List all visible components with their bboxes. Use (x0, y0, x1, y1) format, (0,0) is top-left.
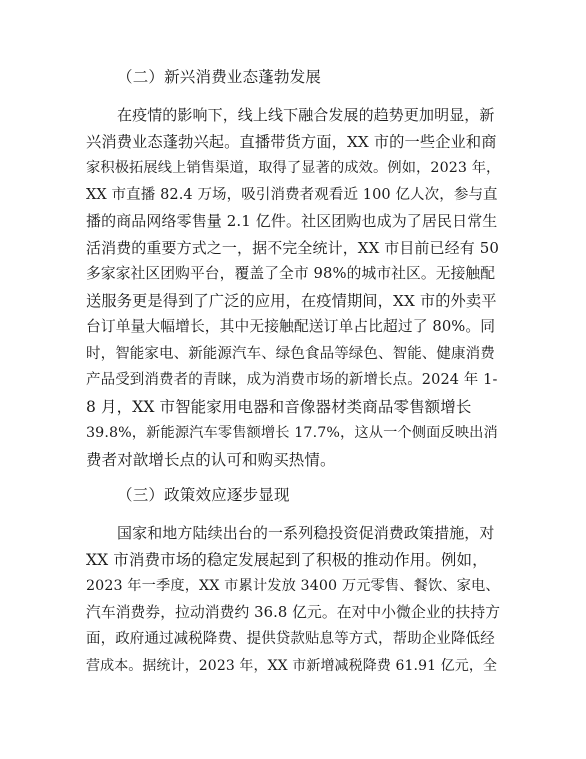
text-line: 家积极拓展线上销售渠道，取得了显著的成效。例如，2023 年， (86, 160, 501, 176)
text-line: 时，智能家电、新能源汽车、绿色食品等绿色、智能、健康消费 (86, 345, 495, 362)
text-line: 在疫情的影响下，线上线下融合发展的趋势更加明显，新 (117, 106, 495, 124)
section-heading-policy-effects: （三）政策效应逐步显现 (117, 486, 290, 504)
text-line: 活消费的重要方式之一，据不完全统计，XX 市目前已经有 50 (86, 238, 499, 257)
text-line: 39.8%，新能源汽车零售额增长 17.7%，这从一个侧面反映出消 (86, 425, 498, 441)
text-line: 兴消费业态蓬勃兴起。直播带货方面，XX 市的一些企业和商 (86, 132, 497, 151)
text-line: 费者对歆增长点的认可和购买热情。 (86, 450, 336, 469)
text-line: 2023 年一季度，XX 市累计发放 3400 万元零售、餐饮、家电、 (86, 578, 500, 594)
text-line: 播的商品网络零售量 2.1 亿件。社区团购也成为了居民日常生 (86, 212, 498, 230)
paragraph-new-consumption (86, 102, 500, 473)
text-line: 汽车消费券，拉动消费约 36.8 亿元。在对中小微企业的扶持方 (86, 603, 501, 621)
text-line: 面，政府通过减税降费、提供贷款贴息等方式，帮助企业降低经 (86, 631, 495, 647)
paragraph-policy-effects (86, 520, 500, 679)
text-line: 8 月，XX 市智能家用电器和音像器材类商品零售额增长 (86, 397, 472, 416)
text-line: 台订单量大幅增长，其中无接触配送订单占比超过了 80%。同 (86, 318, 496, 335)
section-heading-new-consumption: （二）新兴消费业态蓬勃发展 (117, 68, 322, 86)
document-page (86, 66, 500, 690)
text-line: 多家家社区团购平台，覆盖了全市 98%的城市社区。无接触配 (86, 265, 496, 282)
text-line: 产品受到消费者的青睐，成为消费市场的新增长点。2024 年 1- (86, 372, 498, 388)
text-line: 送服务更是得到了广泛的应用，在疫情期间，XX 市的外卖平 (86, 291, 497, 310)
text-line: 国家和地方陆续出台的一系列稳投资促消费政策措施，对 (117, 524, 495, 542)
text-line: XX 市直播 82.4 万场，吸引消费者观看近 100 亿人次，参与直 (86, 186, 498, 203)
text-line: XX 市消费市场的稳定发展起到了积极的推动作用。例如， (86, 550, 488, 569)
text-line: 营成本。据统计，2023 年，XX 市新增减税降费 61.91 亿元，全 (86, 657, 498, 674)
